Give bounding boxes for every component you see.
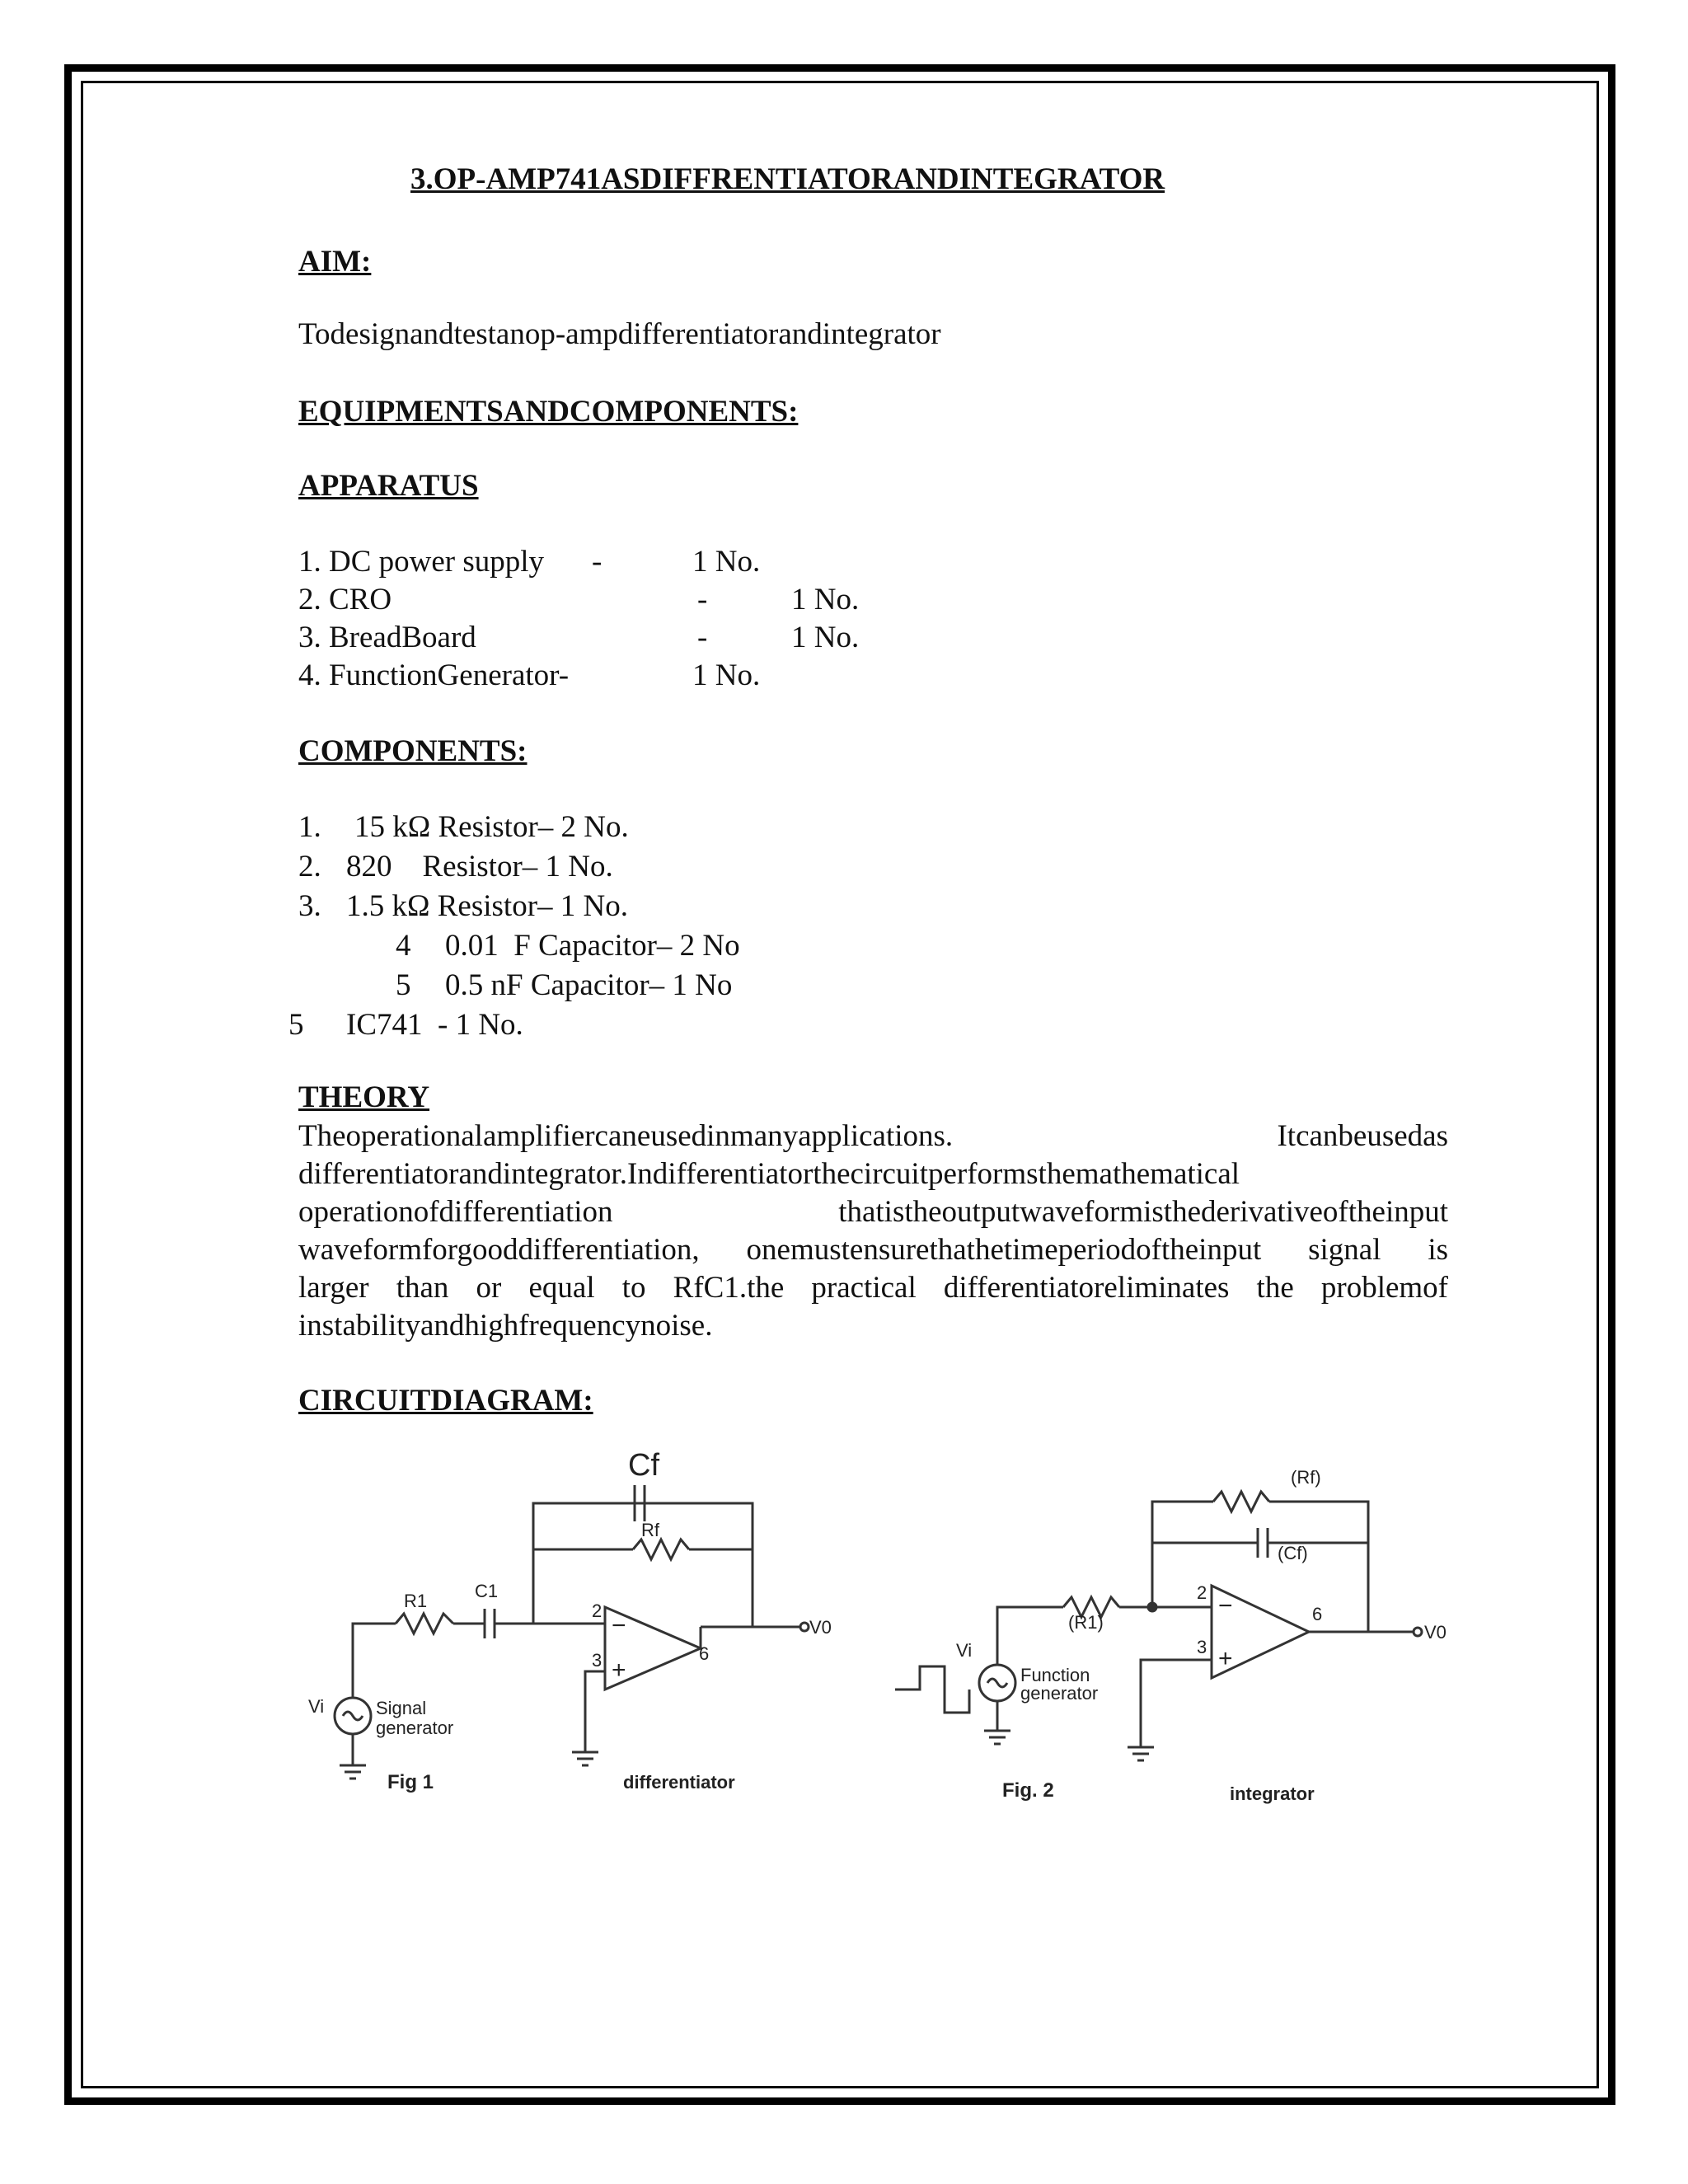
component-number: 4 (396, 929, 411, 963)
differentiator-circuit-diagram (305, 1451, 849, 1813)
circuit-heading: CIRCUITDIAGRAM: (298, 1384, 593, 1418)
function-generator-label: Function (1020, 1665, 1090, 1685)
pin-3-label: 3 (592, 1650, 603, 1671)
signal-generator-label: Signal (376, 1698, 427, 1718)
component-text: IC741 - 1 No. (346, 1008, 523, 1042)
apparatus-item-name: 3. BreadBoard (298, 621, 476, 654)
theory-line: larger than or equal to RfC1.the practical differentiatoreliminates the problemof (298, 1271, 1448, 1305)
components-heading: COMPONENTS: (298, 734, 528, 768)
pin-3-label: 3 (1197, 1637, 1207, 1657)
r1-label: R1 (404, 1591, 428, 1611)
pin-2-label: 2 (592, 1601, 603, 1621)
rf-label: (Rf) (1291, 1467, 1321, 1488)
aim-text: Todesignandtestanop-ampdifferentiatorandintegrator (298, 317, 941, 351)
theory-line: waveformforgooddifferentiation, onemustensurethathetimeperiodoftheinput signal is (298, 1233, 1448, 1267)
theory-line: instabilityandhighfrequencynoise. (298, 1309, 713, 1343)
component-text: 1.5 kΩ Resistor– 1 No. (346, 889, 628, 923)
aim-heading: AIM: (298, 245, 372, 279)
fig1-caption-name: differentiator (623, 1772, 735, 1793)
rf-label: Rf (641, 1520, 659, 1540)
noninverting-sign: + (1218, 1645, 1233, 1672)
output-vo-label: V0 (809, 1617, 832, 1638)
component-text: 0.5 nF Capacitor– 1 No (445, 968, 733, 1002)
apparatus-item-name: 1. DC power supply (298, 545, 545, 579)
cf-label: Cf (628, 1451, 659, 1483)
component-number: 3. (298, 889, 321, 923)
component-number: 5 (396, 968, 411, 1002)
theory-line: differentiatorandintegrator.Indifferentiatorthecircuitperformsthemathematical (298, 1157, 1240, 1191)
fig2-caption-name: integrator (1230, 1783, 1315, 1804)
pin-6-label: 6 (699, 1643, 710, 1664)
component-text: 0.01 F Capacitor– 2 No (445, 929, 740, 963)
integrator-circuit-diagram (890, 1451, 1451, 1813)
apparatus-item-qty: 1 No. (692, 658, 761, 692)
input-vi-label: Vi (308, 1696, 325, 1717)
output-vo-label: V0 (1424, 1622, 1447, 1643)
signal-generator-label: generator (376, 1718, 454, 1738)
noninverting-sign: + (612, 1657, 626, 1684)
component-number: 2. (298, 850, 321, 883)
pin-2-label: 2 (1197, 1582, 1207, 1603)
fig2-caption: Fig. 2 (1002, 1779, 1054, 1802)
theory-paragraph (298, 1118, 1448, 1345)
function-generator-label: generator (1020, 1683, 1099, 1704)
apparatus-item-dash: - (697, 621, 708, 654)
fig1-caption: Fig 1 (387, 1771, 434, 1793)
apparatus-item-name: 4. FunctionGenerator- (298, 658, 570, 692)
component-number: 5 (288, 1008, 304, 1042)
apparatus-heading: APPARATUS (298, 469, 479, 503)
input-vi-label: Vi (956, 1640, 973, 1661)
apparatus-item-qty: 1 No. (791, 621, 860, 654)
inverting-sign: − (1218, 1592, 1233, 1619)
page-title: 3.OP-AMP741ASDIFFRENTIATORANDINTEGRATOR (410, 162, 1165, 196)
equipments-heading: EQUIPMENTSANDCOMPONENTS: (298, 395, 799, 429)
inverting-sign: − (612, 1612, 626, 1639)
component-number: 1. (298, 810, 321, 844)
apparatus-item-dash: - (697, 583, 708, 616)
apparatus-item-qty: 1 No. (791, 583, 860, 616)
theory-line: Theoperationalamplifiercaneusedinmanyapplications. Itcanbeusedas (298, 1119, 1448, 1153)
theory-line: operationofdifferentiation thatistheoutputwaveformisthederivativeoftheinput (298, 1195, 1448, 1229)
apparatus-item-qty: 1 No. (692, 545, 761, 579)
apparatus-item-name: 2. CRO (298, 583, 392, 616)
theory-heading: THEORY (298, 1080, 430, 1114)
pin-6-label: 6 (1312, 1604, 1323, 1624)
cf-label: (Cf) (1278, 1543, 1308, 1563)
component-text: 15 kΩ Resistor– 2 No. (354, 810, 629, 844)
component-text: 820 Resistor– 1 No. (346, 850, 613, 883)
apparatus-item-dash: - (592, 545, 603, 579)
c1-label: C1 (475, 1581, 499, 1601)
r1-label: (R1) (1068, 1612, 1104, 1633)
